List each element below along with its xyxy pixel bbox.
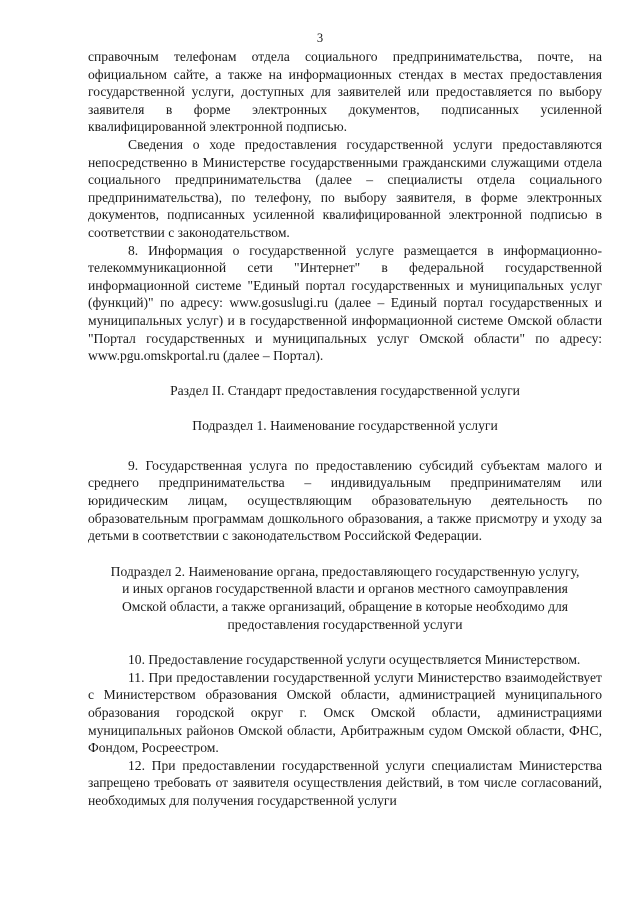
section-title: Раздел II. Стандарт предоставления государственной услуги: [170, 382, 520, 398]
paragraph-12: 12. При предоставлении государственной услуги специалистам Министерства запрещено требовать от заявителя осуществления действий, в том числе согласований, необходимых для получения государственной услуги: [88, 757, 602, 808]
paragraph-11: 11. При предоставлении государственной услуги Министерство взаимодействует с Министерством образования Омской области, администрацией муниципального образования городской округ г. Омск Омской области, администрациями муниципальных районов Омской области, Арбитражным судом Омской области, ФНС, Фондом, Росреестром.: [88, 669, 602, 756]
document-body: [88, 48, 602, 810]
paragraph-10: 10. Предоставление государственной услуги осуществляется Министерством.: [128, 652, 581, 668]
subsection-2-title: Подраздел 2. Наименование органа, предоставляющего государственную услугу, и иных органов государственной власти и органов местного самоуправления Омской области, а также организаций, обращение в которые необходимо для предоставления государственной услуги: [110, 563, 580, 632]
paragraph-9: 9. Государственная услуга по предоставлению субсидий субъектам малого и среднего предпринимательства – индивидуальным предпринимателям или юридическим лицам, осуществляющим образовательную деятельность по образовательным программам дошкольного образования, а также присмотру и уходу за детьми в соответствии с законодательством Российской Федерации.: [88, 457, 602, 544]
paragraph-8: 8. Информация о государственной услуге размещается в информационно-телекоммуникационной сети "Интернет" в федеральной государственной информационной системе "Единый портал государственных и муниципальных услуг (функций)" по адресу: www.gosuslugi.ru (далее – Единый портал государственных и муниципальных услуг) и в государственной информационной системе Омской области "Портал государственных и муниципальных услуг Омской области" по адресу: www.pgu.omskportal.ru (далее – Портал).: [88, 242, 602, 364]
subsection-1-title: Подраздел 1. Наименование государственной услуги: [192, 418, 498, 434]
paragraph-status-info: Сведения о ходе предоставления государственной услуги предоставляются непосредственно в Министерстве государственными гражданскими служащими отдела социального предпринимательства (далее – специалисты отдела социального предпринимательства), по телефону, по выбору заявителя, в форме электронных документов, подписанных усиленной квалифицированной электронной подписью в соответствии с законодательством.: [88, 136, 602, 240]
page-number: 3: [316, 31, 324, 45]
paragraph-continuation: справочным телефонам отдела социального предпринимательства, почте, на официальном сайте, а также на информационных стендах в местах предоставления государственной услуги, доступных для заявителей или предоставляется по выбору заявителя в форме электронных документов, подписанных усиленной квалифицированной электронной подписью.: [88, 49, 602, 135]
